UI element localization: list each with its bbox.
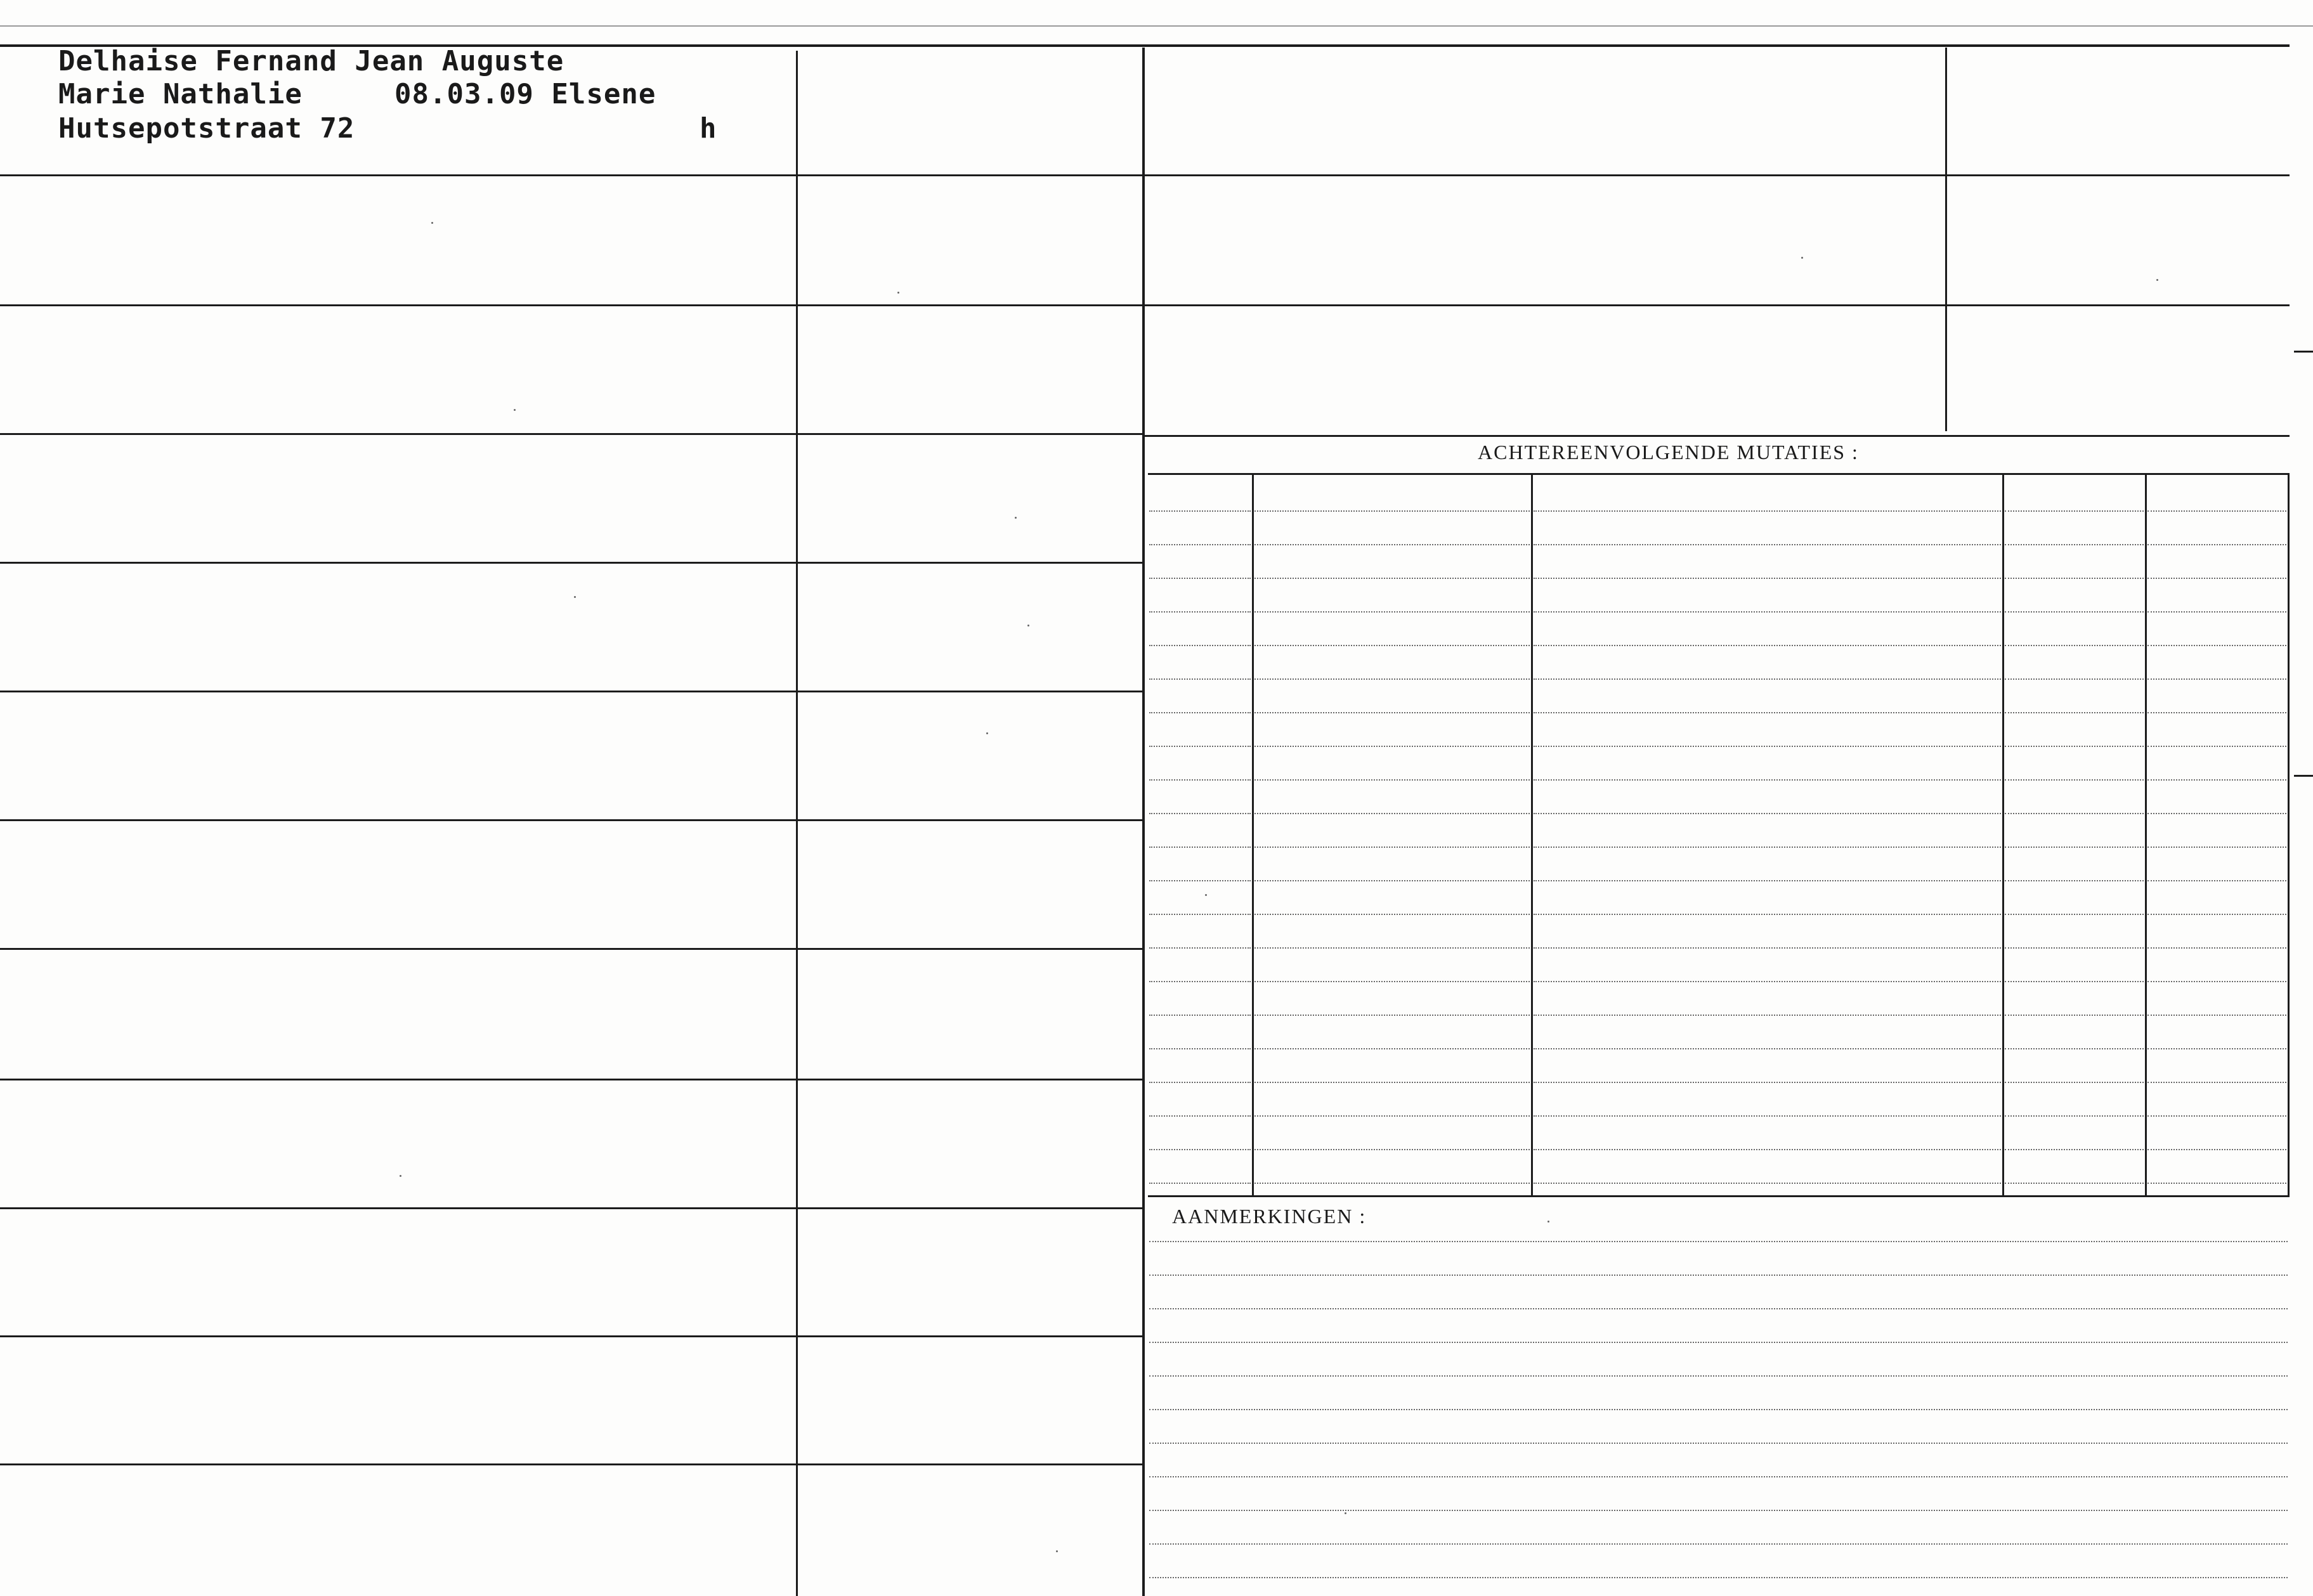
upper-right-divider	[1945, 48, 1947, 431]
card-date-place: 08.03.09 Elsene	[394, 78, 656, 110]
mutation-rule	[2147, 1082, 2286, 1083]
mutation-rule	[1149, 510, 1251, 512]
mutation-rule	[2005, 578, 2144, 579]
mutation-rule	[1149, 880, 1251, 881]
mutation-rule	[1534, 947, 2001, 949]
mutation-rule	[2005, 510, 2144, 512]
mutation-rule	[2005, 611, 2144, 613]
mutations-table-top	[1148, 473, 2290, 475]
mutation-rule	[1534, 510, 2001, 512]
mutation-rule	[1149, 578, 1251, 579]
mutation-rule	[2147, 1149, 2286, 1150]
row-line	[0, 562, 1143, 564]
mutation-rule	[1254, 611, 1530, 613]
mutation-rule	[2005, 914, 2144, 915]
mutations-table-bottom	[1148, 1195, 2290, 1197]
mutation-rule	[1534, 1149, 2001, 1150]
mutation-rule	[2005, 746, 2144, 747]
paper-speck	[400, 1175, 401, 1177]
mutation-rule	[2005, 1183, 2144, 1184]
mutation-rule	[2147, 947, 2286, 949]
card-name-line: Delhaise Fernand Jean Auguste	[58, 45, 564, 77]
row-line	[0, 433, 1143, 435]
remark-rule	[1149, 1577, 2288, 1578]
mutation-rule	[2147, 914, 2286, 915]
row-line	[0, 1335, 1143, 1337]
mutation-rule	[1254, 847, 1530, 848]
middle-column-divider	[1142, 48, 1145, 1596]
mutation-rule	[2147, 678, 2286, 680]
mutations-col-divider	[1252, 474, 1254, 1195]
mutation-rule	[1254, 1048, 1530, 1049]
mutation-rule	[1254, 947, 1530, 949]
mutation-rule	[2147, 611, 2286, 613]
mutations-col-divider	[2145, 474, 2147, 1195]
row-line	[0, 174, 1143, 176]
remark-rule	[1149, 1308, 2288, 1309]
paper-speck	[986, 732, 988, 734]
mutation-rule	[2147, 544, 2286, 545]
card-address: Hutsepotstraat 72	[58, 112, 355, 145]
mutation-rule	[1254, 813, 1530, 814]
mutation-rule	[1254, 678, 1530, 680]
mutation-rule	[1149, 847, 1251, 848]
remark-rule	[1149, 1241, 2288, 1242]
remark-rule	[1149, 1375, 2288, 1377]
paper-speck	[1015, 517, 1017, 519]
mutation-rule	[2005, 1015, 2144, 1016]
paper-speck	[1205, 894, 1207, 896]
mutation-rule	[1534, 544, 2001, 545]
mutation-rule	[1149, 1149, 1251, 1150]
mutation-rule	[1534, 981, 2001, 982]
mutation-rule	[1149, 746, 1251, 747]
mutation-rule	[2005, 981, 2144, 982]
mutation-rule	[2005, 645, 2144, 646]
mutation-rule	[2147, 1115, 2286, 1117]
remark-rule	[1149, 1443, 2288, 1444]
remark-rule	[1149, 1409, 2288, 1410]
mutation-rule	[1149, 1048, 1251, 1049]
mutation-rule	[2005, 813, 2144, 814]
mutation-rule	[2147, 813, 2286, 814]
mutation-rule	[2147, 578, 2286, 579]
mutation-rule	[1254, 914, 1530, 915]
mutation-rule	[1254, 779, 1530, 781]
mutation-rule	[1534, 611, 2001, 613]
remark-rule	[1149, 1543, 2288, 1545]
remark-rule	[1149, 1275, 2288, 1276]
remark-rule	[1149, 1510, 2288, 1511]
margin-tick	[2294, 775, 2313, 777]
mutation-rule	[1149, 813, 1251, 814]
mutation-rule	[1149, 981, 1251, 982]
mutation-rule	[1149, 779, 1251, 781]
paper-speck	[574, 596, 576, 598]
top-edge-faint	[0, 25, 2313, 27]
mutation-rule	[1534, 1015, 2001, 1016]
right-row-line	[1145, 304, 2290, 306]
mutation-rule	[1534, 1183, 2001, 1184]
mutation-rule	[1254, 981, 1530, 982]
mutation-rule	[1534, 779, 2001, 781]
mutation-rule	[1149, 645, 1251, 646]
mutation-rule	[1534, 914, 2001, 915]
mutation-rule	[2005, 1115, 2144, 1117]
mutation-rule	[1254, 712, 1530, 713]
paper-speck	[897, 292, 899, 294]
row-line	[0, 304, 1143, 306]
mutation-rule	[1534, 813, 2001, 814]
mutation-rule	[1149, 544, 1251, 545]
mutations-col-divider	[1531, 474, 1533, 1195]
paper-speck	[514, 409, 516, 411]
mutation-rule	[1534, 645, 2001, 646]
mutation-rule	[2147, 1015, 2286, 1016]
paper-speck	[431, 222, 433, 224]
paper-speck	[2156, 279, 2158, 281]
paper-speck	[1027, 625, 1029, 626]
mutation-rule	[2005, 947, 2144, 949]
mutation-rule	[1149, 678, 1251, 680]
paper-speck	[1345, 1512, 1346, 1514]
mutation-rule	[2147, 847, 2286, 848]
mutation-rule	[1149, 1115, 1251, 1117]
mutation-rule	[1254, 1149, 1530, 1150]
mutation-rule	[1149, 712, 1251, 713]
mutation-rule	[1534, 1115, 2001, 1117]
row-line	[0, 1207, 1143, 1209]
remarks-heading: AANMERKINGEN :	[1172, 1205, 1367, 1228]
paper-speck	[1801, 257, 1803, 259]
mutation-rule	[1254, 880, 1530, 881]
card-second-name: Marie Nathalie	[58, 78, 303, 110]
card-mark: h	[700, 112, 717, 145]
mutation-rule	[1254, 1082, 1530, 1083]
margin-tick	[2294, 351, 2313, 353]
mutation-rule	[1149, 1183, 1251, 1184]
left-column-divider	[796, 51, 798, 1596]
mutation-rule	[2147, 712, 2286, 713]
mutation-rule	[1254, 510, 1530, 512]
row-line	[0, 1079, 1143, 1080]
remark-rule	[1149, 1342, 2288, 1343]
mutation-rule	[1254, 1015, 1530, 1016]
mutation-rule	[2147, 981, 2286, 982]
paper-speck	[1056, 1550, 1058, 1552]
mutation-rule	[2147, 1183, 2286, 1184]
mutation-rule	[2005, 544, 2144, 545]
mutation-rule	[2147, 645, 2286, 646]
row-line	[0, 691, 1143, 692]
mutation-rule	[1534, 1082, 2001, 1083]
mutations-col-divider	[2002, 474, 2004, 1195]
mutation-rule	[2147, 510, 2286, 512]
mutation-rule	[2005, 1048, 2144, 1049]
mutation-rule	[1149, 611, 1251, 613]
mutation-rule	[1534, 678, 2001, 680]
right-row-line	[1145, 435, 2290, 437]
mutation-rule	[2147, 880, 2286, 881]
mutation-rule	[2147, 779, 2286, 781]
mutation-rule	[2005, 678, 2144, 680]
mutation-rule	[2005, 880, 2144, 881]
mutation-rule	[1534, 1048, 2001, 1049]
mutation-rule	[2005, 1149, 2144, 1150]
paper-speck	[1547, 1221, 1549, 1223]
mutation-rule	[2005, 712, 2144, 713]
mutation-rule	[1534, 880, 2001, 881]
row-line	[0, 1463, 1143, 1465]
mutations-heading: ACHTEREENVOLGENDE MUTATIES :	[1478, 441, 1859, 464]
mutation-rule	[2005, 847, 2144, 848]
mutation-rule	[1254, 578, 1530, 579]
mutation-rule	[1534, 746, 2001, 747]
mutation-rule	[1149, 1082, 1251, 1083]
mutation-rule	[1254, 1115, 1530, 1117]
mutation-rule	[2005, 779, 2144, 781]
mutation-rule	[1254, 1183, 1530, 1184]
remark-rule	[1149, 1476, 2288, 1477]
mutation-rule	[2147, 746, 2286, 747]
mutation-rule	[1534, 578, 2001, 579]
mutation-rule	[1149, 947, 1251, 949]
mutation-rule	[2005, 1082, 2144, 1083]
mutation-rule	[1149, 914, 1251, 915]
row-line	[0, 819, 1143, 821]
row-line	[0, 948, 1143, 950]
mutation-rule	[2147, 1048, 2286, 1049]
right-row-line	[1145, 174, 2290, 176]
mutation-rule	[1254, 544, 1530, 545]
mutation-rule	[1534, 847, 2001, 848]
mutation-rule	[1534, 712, 2001, 713]
mutation-rule	[1149, 1015, 1251, 1016]
mutation-rule	[1254, 645, 1530, 646]
mutations-right-edge	[2288, 474, 2290, 1195]
mutation-rule	[1254, 746, 1530, 747]
